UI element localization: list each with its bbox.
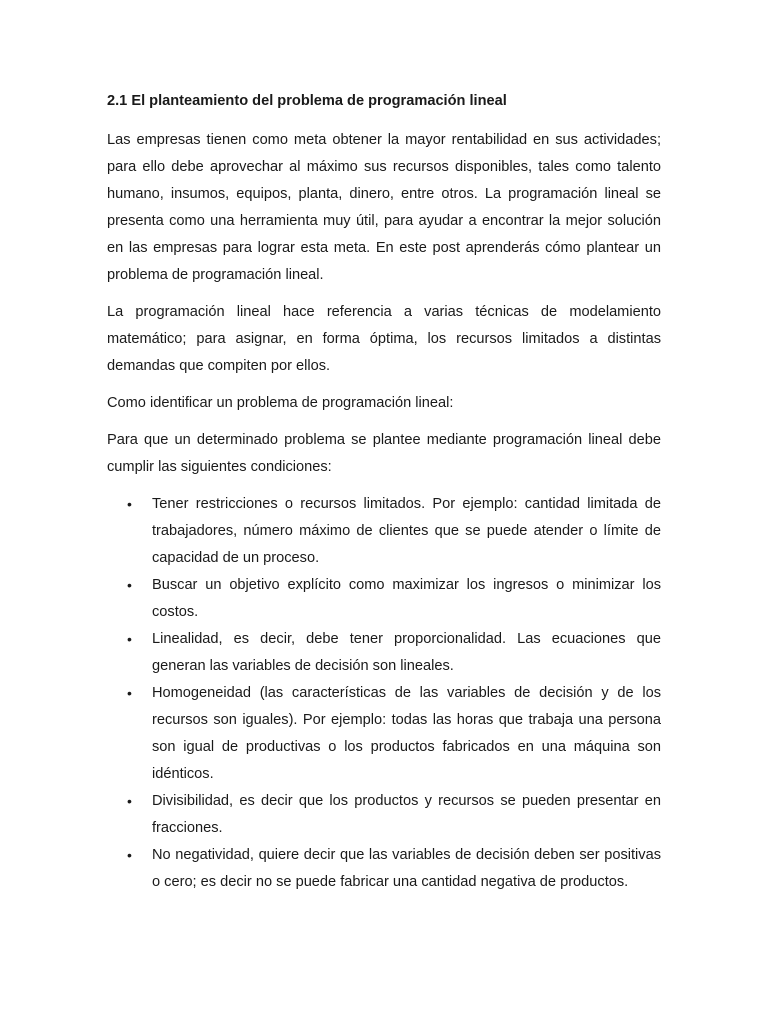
section-heading: 2.1 El planteamiento del problema de programación lineal bbox=[107, 93, 507, 109]
bullet-icon: • bbox=[127, 793, 132, 809]
intro-paragraph: Las empresas tienen como meta obtener la mayor rentabilidad en sus actividades; para ello debe aprovechar al máximo sus recursos disponibles, tales como talento humano, insumos, equipos, planta, dinero, entre otros. La programación lineal se presenta como una herramienta muy útil, para ayudar a encontrar la mejor solución en las empresas para lograr esta meta. En este post aprenderás cómo plantear un problema de programación lineal. bbox=[107, 132, 661, 283]
list-item-text: Buscar un objetivo explícito como maximizar los ingresos o minimizar los costos. bbox=[152, 577, 661, 620]
conditions-intro-paragraph: Para que un determinado problema se plantee mediante programación lineal debe cumplir las siguientes condiciones: bbox=[107, 432, 661, 475]
list-item bbox=[107, 572, 661, 626]
bullet-icon: • bbox=[127, 685, 132, 701]
definition-paragraph: La programación lineal hace referencia a varias técnicas de modelamiento matemático; para asignar, en forma óptima, los recursos limitados a distintas demandas que compiten por ellos. bbox=[107, 304, 661, 374]
list-item-text: Homogeneidad (las características de las variables de decisión y de los recursos son iguales). Por ejemplo: todas las horas que trabaja una persona son igual de productivas o los productos fabricados en una máquina son idénticos. bbox=[152, 685, 661, 782]
identify-paragraph: Como identificar un problema de programación lineal: bbox=[107, 395, 454, 411]
bullet-icon: • bbox=[127, 496, 132, 512]
list-item-text: Linealidad, es decir, debe tener proporcionalidad. Las ecuaciones que generan las variables de decisión son lineales. bbox=[152, 631, 661, 674]
list-item-text: Divisibilidad, es decir que los productos y recursos se pueden presentar en fracciones. bbox=[152, 793, 661, 836]
document-page bbox=[107, 88, 661, 896]
bullet-icon: • bbox=[127, 847, 132, 863]
list-item bbox=[107, 626, 661, 680]
bullet-icon: • bbox=[127, 577, 132, 593]
bullet-icon: • bbox=[127, 631, 132, 647]
conditions-list bbox=[107, 491, 661, 896]
list-item-text: No negatividad, quiere decir que las variables de decisión deben ser positivas o cero; es decir no se puede fabricar una cantidad negativa de productos. bbox=[152, 847, 661, 890]
list-item-text: Tener restricciones o recursos limitados. Por ejemplo: cantidad limitada de trabajadores, número máximo de clientes que se puede atender o límite de capacidad de un proceso. bbox=[152, 496, 661, 566]
list-item bbox=[107, 491, 661, 572]
list-item bbox=[107, 788, 661, 842]
list-item bbox=[107, 680, 661, 788]
list-item bbox=[107, 842, 661, 896]
